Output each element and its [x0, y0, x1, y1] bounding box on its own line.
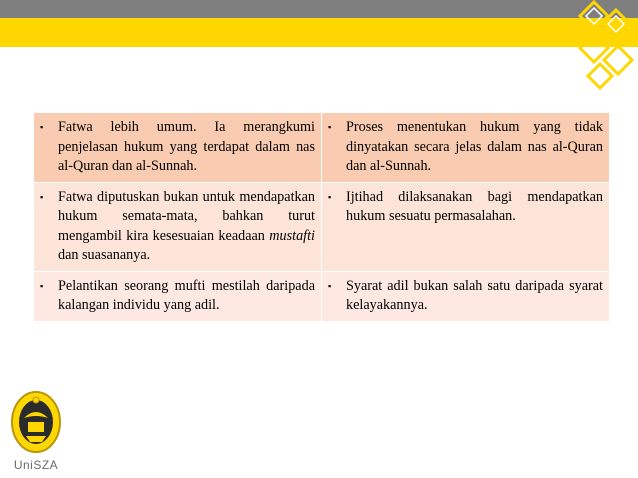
top-gray-bar — [0, 0, 638, 18]
decorative-diamond-pattern-icon — [560, 0, 638, 92]
comparison-table — [33, 112, 610, 322]
accent-yellow-bar — [0, 18, 638, 47]
italic-term: mustafti — [269, 227, 315, 244]
cell-text: Proses menentukan hukum yang tidak dinyatakan secara jelas dalam nas al-Quran dan al-Sunnah. — [346, 119, 603, 174]
logo-text: UniSZA — [13, 458, 59, 472]
table-row — [34, 271, 610, 321]
cell-text: Fatwa lebih umum. Ia merangkumi penjelasan hukum yang terdapat dalam nas al-Quran dan al-Sunnah. — [58, 119, 315, 174]
table-cell-left — [34, 271, 322, 321]
table-cell-left — [34, 182, 322, 271]
cell-text: Pelantikan seorang mufti mestilah daripada kalangan individu yang adil. — [58, 277, 315, 313]
table-cell-right — [322, 271, 610, 321]
table-cell-right — [322, 113, 610, 183]
cell-text — [58, 188, 315, 266]
cell-text-part: dan suasananya. — [58, 247, 151, 263]
table-row — [34, 182, 610, 271]
bullet-icon: ▪ — [40, 280, 44, 291]
table-row — [34, 113, 610, 183]
bullet-icon: ▪ — [328, 280, 332, 291]
bullet-icon: ▪ — [40, 122, 44, 132]
bullet-icon: ▪ — [328, 122, 332, 132]
table-cell-right — [322, 182, 610, 271]
cell-text: Syarat adil bukan salah satu daripada syarat kelayakannya. — [346, 277, 603, 313]
cell-text-part: Fatwa diputuskan bukan untuk mendapatkan hukum semata-mata, bahkan turut mengambil kira kesesuaian keadaan — [58, 188, 315, 244]
table-cell-left — [34, 113, 322, 183]
cell-text: Ijtihad dilaksanakan bagi mendapatkan hukum sesuatu permasalahan. — [346, 188, 603, 224]
bullet-icon: ▪ — [328, 191, 332, 202]
bullet-icon: ▪ — [40, 191, 44, 202]
